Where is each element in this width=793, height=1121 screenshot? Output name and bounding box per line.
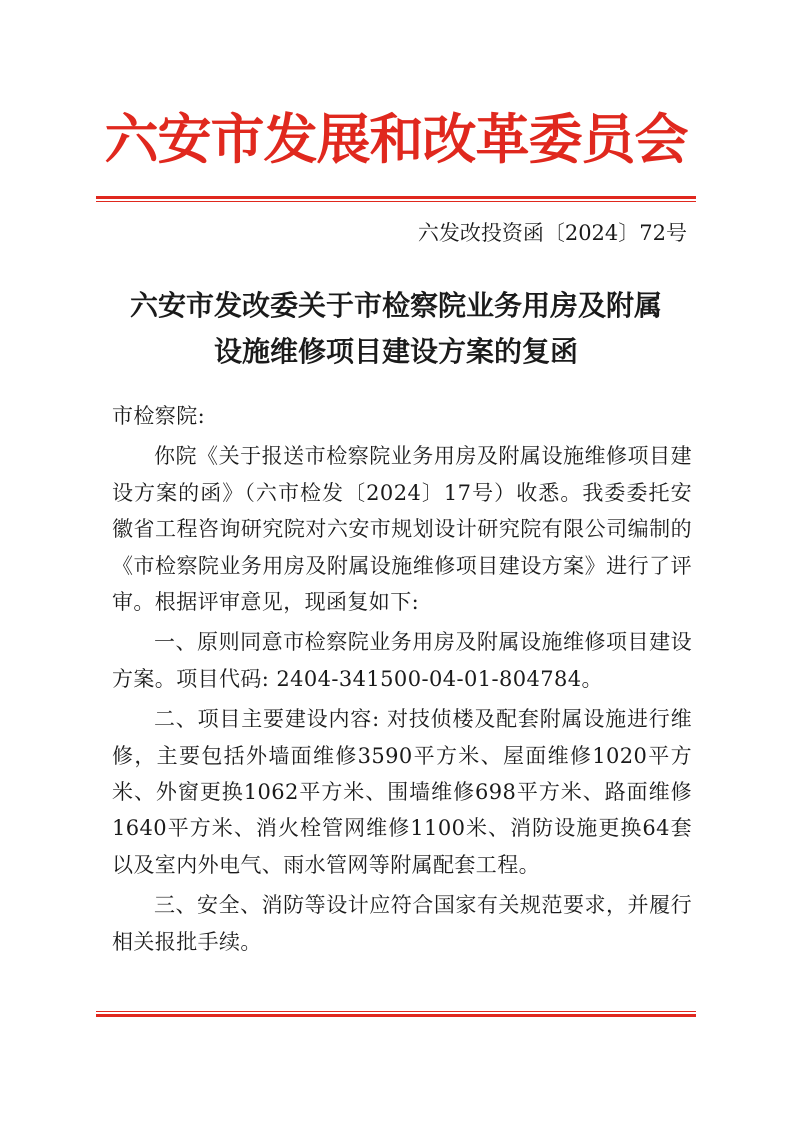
footer-rule-thin bbox=[96, 1011, 696, 1012]
footer-rule-thick bbox=[96, 1014, 696, 1017]
header-rule-thick bbox=[96, 196, 696, 199]
document-body bbox=[112, 398, 692, 960]
header-rule-thin bbox=[96, 201, 696, 202]
document-title-line-2: 设施维修项目建设方案的复函 bbox=[213, 335, 578, 368]
paragraph-intro: 你院《关于报送市检察院业务用房及附属设施维修项目建设方案的函》（六市检发〔2024〕17号）收悉。我委委托安徽省工程咨询研究院对六安市规划设计研究院有限公司编制的《市检察院业务用房及附属设施维修项目建设方案》进行了评审。根据评审意见，现函复如下: bbox=[112, 444, 692, 615]
paragraph-item-2: 二、项目主要建设内容: 对技侦楼及配套附属设施进行维修，主要包括外墙面维修3590平方米、屋面维修1020平方米、外窗更换1062平方米、围墙维修698平方米、路面维修1640平方米、消火栓管网维修1100米、消防设施更换64套以及室内外电气、雨水管网等附属配套工程。 bbox=[112, 707, 692, 877]
paragraph-item-3: 三、安全、消防等设计应符合国家有关规范要求，并履行相关报批手续。 bbox=[112, 893, 692, 954]
paragraph-item-1: 一、原则同意市检察院业务用房及附属设施维修项目建设方案。项目代码: 2404-341500-04-01-804784。 bbox=[112, 630, 692, 691]
document-title-line-1: 六安市发改委关于市检察院业务用房及附属 bbox=[129, 289, 662, 322]
salutation: 市检察院: bbox=[112, 404, 206, 428]
organization-header: 六安市发展和改革委员会 bbox=[104, 107, 688, 171]
document-title bbox=[96, 283, 696, 375]
document-number: 六发改投资函〔2024〕72号 bbox=[417, 221, 687, 245]
